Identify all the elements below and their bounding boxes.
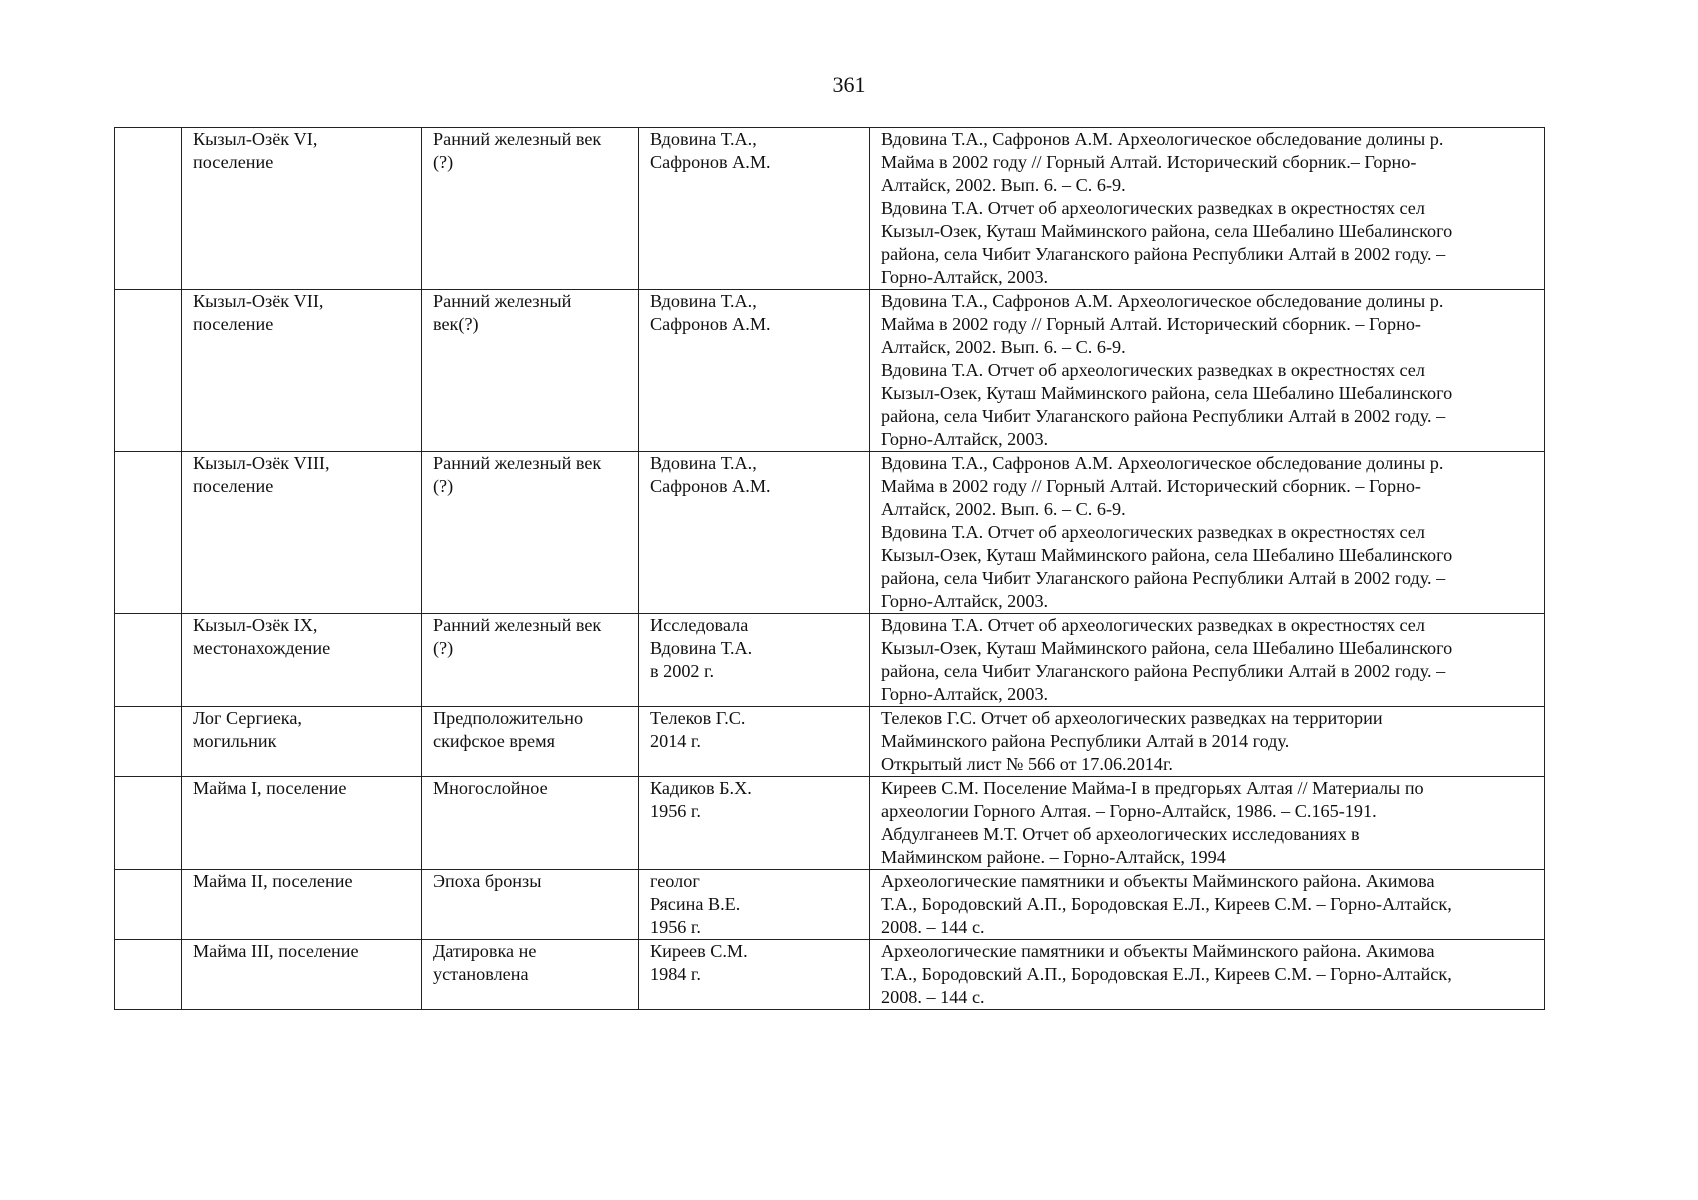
- literature-line: Вдовина Т.А., Сафронов А.М. Археологическое обследование долины р.: [881, 453, 1444, 473]
- literature-line: Вдовина Т.А. Отчет об археологических разведках в окрестностях сел: [881, 198, 1425, 218]
- table-row: [115, 452, 1545, 614]
- researcher-line: 1956 г.: [650, 801, 701, 821]
- site-name-cell: [182, 290, 422, 452]
- researcher-line: Вдовина Т.А.,: [650, 129, 757, 149]
- site-name-line: поселение: [193, 152, 274, 172]
- literature-line: Кызыл-Озек, Куташ Майминского района, села Шебалино Шебалинского: [881, 638, 1453, 658]
- researcher-cell: [639, 870, 870, 940]
- literature-cell: [870, 870, 1545, 940]
- literature-line: Кызыл-Озек, Куташ Майминского района, села Шебалино Шебалинского: [881, 545, 1453, 565]
- literature-line: Майма в 2002 году // Горный Алтай. Исторический сборник. – Горно-: [881, 476, 1421, 496]
- table-row: [115, 940, 1545, 1010]
- row-number-cell: [115, 614, 182, 707]
- researcher-line: 2014 г.: [650, 731, 701, 751]
- researcher-line: 1984 г.: [650, 964, 701, 984]
- literature-line: района, села Чибит Улаганского района Республики Алтай в 2002 году. –: [881, 661, 1446, 681]
- literature-line: Кызыл-Озек, Куташ Майминского района, села Шебалино Шебалинского: [881, 383, 1453, 403]
- researcher-line: Сафронов А.М.: [650, 476, 771, 496]
- literature-line: Горно-Алтайск, 2003.: [881, 267, 1049, 287]
- dating-line: (?): [433, 638, 454, 658]
- literature-line: района, села Чибит Улаганского района Республики Алтай в 2002 году. –: [881, 568, 1446, 588]
- site-name-cell: [182, 940, 422, 1010]
- dating-line: Эпоха бронзы: [433, 871, 542, 891]
- researcher-cell: [639, 614, 870, 707]
- site-name-line: Кызыл-Озёк VI,: [193, 129, 318, 149]
- dating-cell: [422, 870, 639, 940]
- literature-line: 2008. – 144 с.: [881, 987, 985, 1007]
- table-row: [115, 128, 1545, 290]
- table-row: [115, 614, 1545, 707]
- site-name-line: Майма III, поселение: [193, 941, 359, 961]
- table-row: [115, 707, 1545, 777]
- literature-line: Алтайск, 2002. Вып. 6. – С. 6-9.: [881, 499, 1126, 519]
- literature-line: района, села Чибит Улаганского района Республики Алтай в 2002 году. –: [881, 406, 1446, 426]
- researcher-cell: [639, 777, 870, 870]
- site-name-line: поселение: [193, 476, 274, 496]
- researcher-line: Телеков Г.С.: [650, 708, 746, 728]
- monuments-table-body: [115, 128, 1545, 1010]
- literature-line: Археологические памятники и объекты Майминского района. Акимова: [881, 871, 1435, 891]
- literature-line: Археологические памятники и объекты Майминского района. Акимова: [881, 941, 1435, 961]
- site-name-line: Майма I, поселение: [193, 778, 347, 798]
- researcher-line: Кадиков Б.Х.: [650, 778, 752, 798]
- literature-line: археологии Горного Алтая. – Горно-Алтайск, 1986. – С.165-191.: [881, 801, 1377, 821]
- researcher-line: Сафронов А.М.: [650, 152, 771, 172]
- dating-line: скифское время: [433, 731, 555, 751]
- row-number-cell: [115, 870, 182, 940]
- literature-cell: [870, 128, 1545, 290]
- researcher-line: Исследовала: [650, 615, 749, 635]
- row-number-cell: [115, 128, 182, 290]
- literature-cell: [870, 452, 1545, 614]
- dating-cell: [422, 452, 639, 614]
- literature-line: Кызыл-Озек, Куташ Майминского района, села Шебалино Шебалинского: [881, 221, 1453, 241]
- literature-line: Майма в 2002 году // Горный Алтай. Исторический сборник. – Горно-: [881, 314, 1421, 334]
- literature-cell: [870, 777, 1545, 870]
- dating-line: Ранний железный век: [433, 129, 602, 149]
- literature-line: Вдовина Т.А. Отчет об археологических разведках в окрестностях сел: [881, 522, 1425, 542]
- table-row: [115, 777, 1545, 870]
- literature-line: Абдулганеев М.Т. Отчет об археологических исследованиях в: [881, 824, 1360, 844]
- row-number-cell: [115, 940, 182, 1010]
- researcher-line: 1956 г.: [650, 917, 701, 937]
- dating-line: Ранний железный век: [433, 453, 602, 473]
- literature-line: 2008. – 144 с.: [881, 917, 985, 937]
- monuments-table: [114, 127, 1545, 1010]
- literature-line: Вдовина Т.А., Сафронов А.М. Археологическое обследование долины р.: [881, 129, 1444, 149]
- literature-line: Вдовина Т.А. Отчет об археологических разведках в окрестностях сел: [881, 360, 1425, 380]
- table-row: [115, 290, 1545, 452]
- site-name-line: местонахождение: [193, 638, 331, 658]
- row-number-cell: [115, 452, 182, 614]
- literature-line: Вдовина Т.А., Сафронов А.М. Археологическое обследование долины р.: [881, 291, 1444, 311]
- researcher-line: Сафронов А.М.: [650, 314, 771, 334]
- site-name-line: поселение: [193, 314, 274, 334]
- dating-cell: [422, 614, 639, 707]
- researcher-cell: [639, 128, 870, 290]
- researcher-cell: [639, 707, 870, 777]
- researcher-line: Вдовина Т.А.: [650, 638, 753, 658]
- site-name-line: Лог Сергиека,: [193, 708, 302, 728]
- dating-cell: [422, 940, 639, 1010]
- dating-line: Ранний железный век: [433, 615, 602, 635]
- dating-cell: [422, 128, 639, 290]
- researcher-line: Рясина В.Е.: [650, 894, 741, 914]
- table-row: [115, 870, 1545, 940]
- literature-line: Майминском районе. – Горно-Алтайск, 1994: [881, 847, 1226, 867]
- site-name-cell: [182, 614, 422, 707]
- literature-line: района, села Чибит Улаганского района Республики Алтай в 2002 году. –: [881, 244, 1446, 264]
- literature-line: Горно-Алтайск, 2003.: [881, 429, 1049, 449]
- literature-cell: [870, 290, 1545, 452]
- literature-line: Алтайск, 2002. Вып. 6. – С. 6-9.: [881, 175, 1126, 195]
- site-name-line: Майма II, поселение: [193, 871, 353, 891]
- site-name-cell: [182, 452, 422, 614]
- literature-line: Открытый лист № 566 от 17.06.2014г.: [881, 754, 1173, 774]
- literature-line: Т.А., Бородовский А.П., Бородовская Е.Л., Киреев С.М. – Горно-Алтайск,: [881, 894, 1452, 914]
- dating-line: Датировка не: [433, 941, 537, 961]
- dating-cell: [422, 290, 639, 452]
- dating-line: Многослойное: [433, 778, 548, 798]
- researcher-cell: [639, 940, 870, 1010]
- researcher-cell: [639, 452, 870, 614]
- site-name-cell: [182, 707, 422, 777]
- page-number: 361: [832, 72, 866, 97]
- dating-line: (?): [433, 152, 454, 172]
- researcher-cell: [639, 290, 870, 452]
- literature-cell: [870, 614, 1545, 707]
- dating-line: Предположительно: [433, 708, 584, 728]
- literature-line: Киреев С.М. Поселение Майма-I в предгорьях Алтая // Материалы по: [881, 778, 1424, 798]
- literature-line: Алтайск, 2002. Вып. 6. – С. 6-9.: [881, 337, 1126, 357]
- dating-line: век(?): [433, 314, 479, 334]
- site-name-line: Кызыл-Озёк VII,: [193, 291, 324, 311]
- literature-line: Т.А., Бородовский А.П., Бородовская Е.Л., Киреев С.М. – Горно-Алтайск,: [881, 964, 1452, 984]
- literature-cell: [870, 940, 1545, 1010]
- researcher-line: геолог: [650, 871, 700, 891]
- researcher-line: в 2002 г.: [650, 661, 715, 681]
- site-name-line: Кызыл-Озёк IX,: [193, 615, 318, 635]
- dating-cell: [422, 707, 639, 777]
- researcher-line: Вдовина Т.А.,: [650, 291, 757, 311]
- literature-cell: [870, 707, 1545, 777]
- researcher-line: Вдовина Т.А.,: [650, 453, 757, 473]
- site-name-cell: [182, 870, 422, 940]
- row-number-cell: [115, 290, 182, 452]
- literature-line: Майма в 2002 году // Горный Алтай. Исторический сборник.– Горно-: [881, 152, 1417, 172]
- row-number-cell: [115, 707, 182, 777]
- site-name-line: могильник: [193, 731, 277, 751]
- literature-line: Вдовина Т.А. Отчет об археологических разведках в окрестностях сел: [881, 615, 1425, 635]
- literature-line: Телеков Г.С. Отчет об археологических разведках на территории: [881, 708, 1383, 728]
- dating-line: установлена: [433, 964, 529, 984]
- literature-line: Горно-Алтайск, 2003.: [881, 684, 1049, 704]
- row-number-cell: [115, 777, 182, 870]
- site-name-line: Кызыл-Озёк VIII,: [193, 453, 330, 473]
- site-name-cell: [182, 128, 422, 290]
- dating-line: Ранний железный: [433, 291, 572, 311]
- literature-line: Горно-Алтайск, 2003.: [881, 591, 1049, 611]
- site-name-cell: [182, 777, 422, 870]
- dating-line: (?): [433, 476, 454, 496]
- literature-line: Майминского района Республики Алтай в 2014 году.: [881, 731, 1290, 751]
- researcher-line: Киреев С.М.: [650, 941, 748, 961]
- dating-cell: [422, 777, 639, 870]
